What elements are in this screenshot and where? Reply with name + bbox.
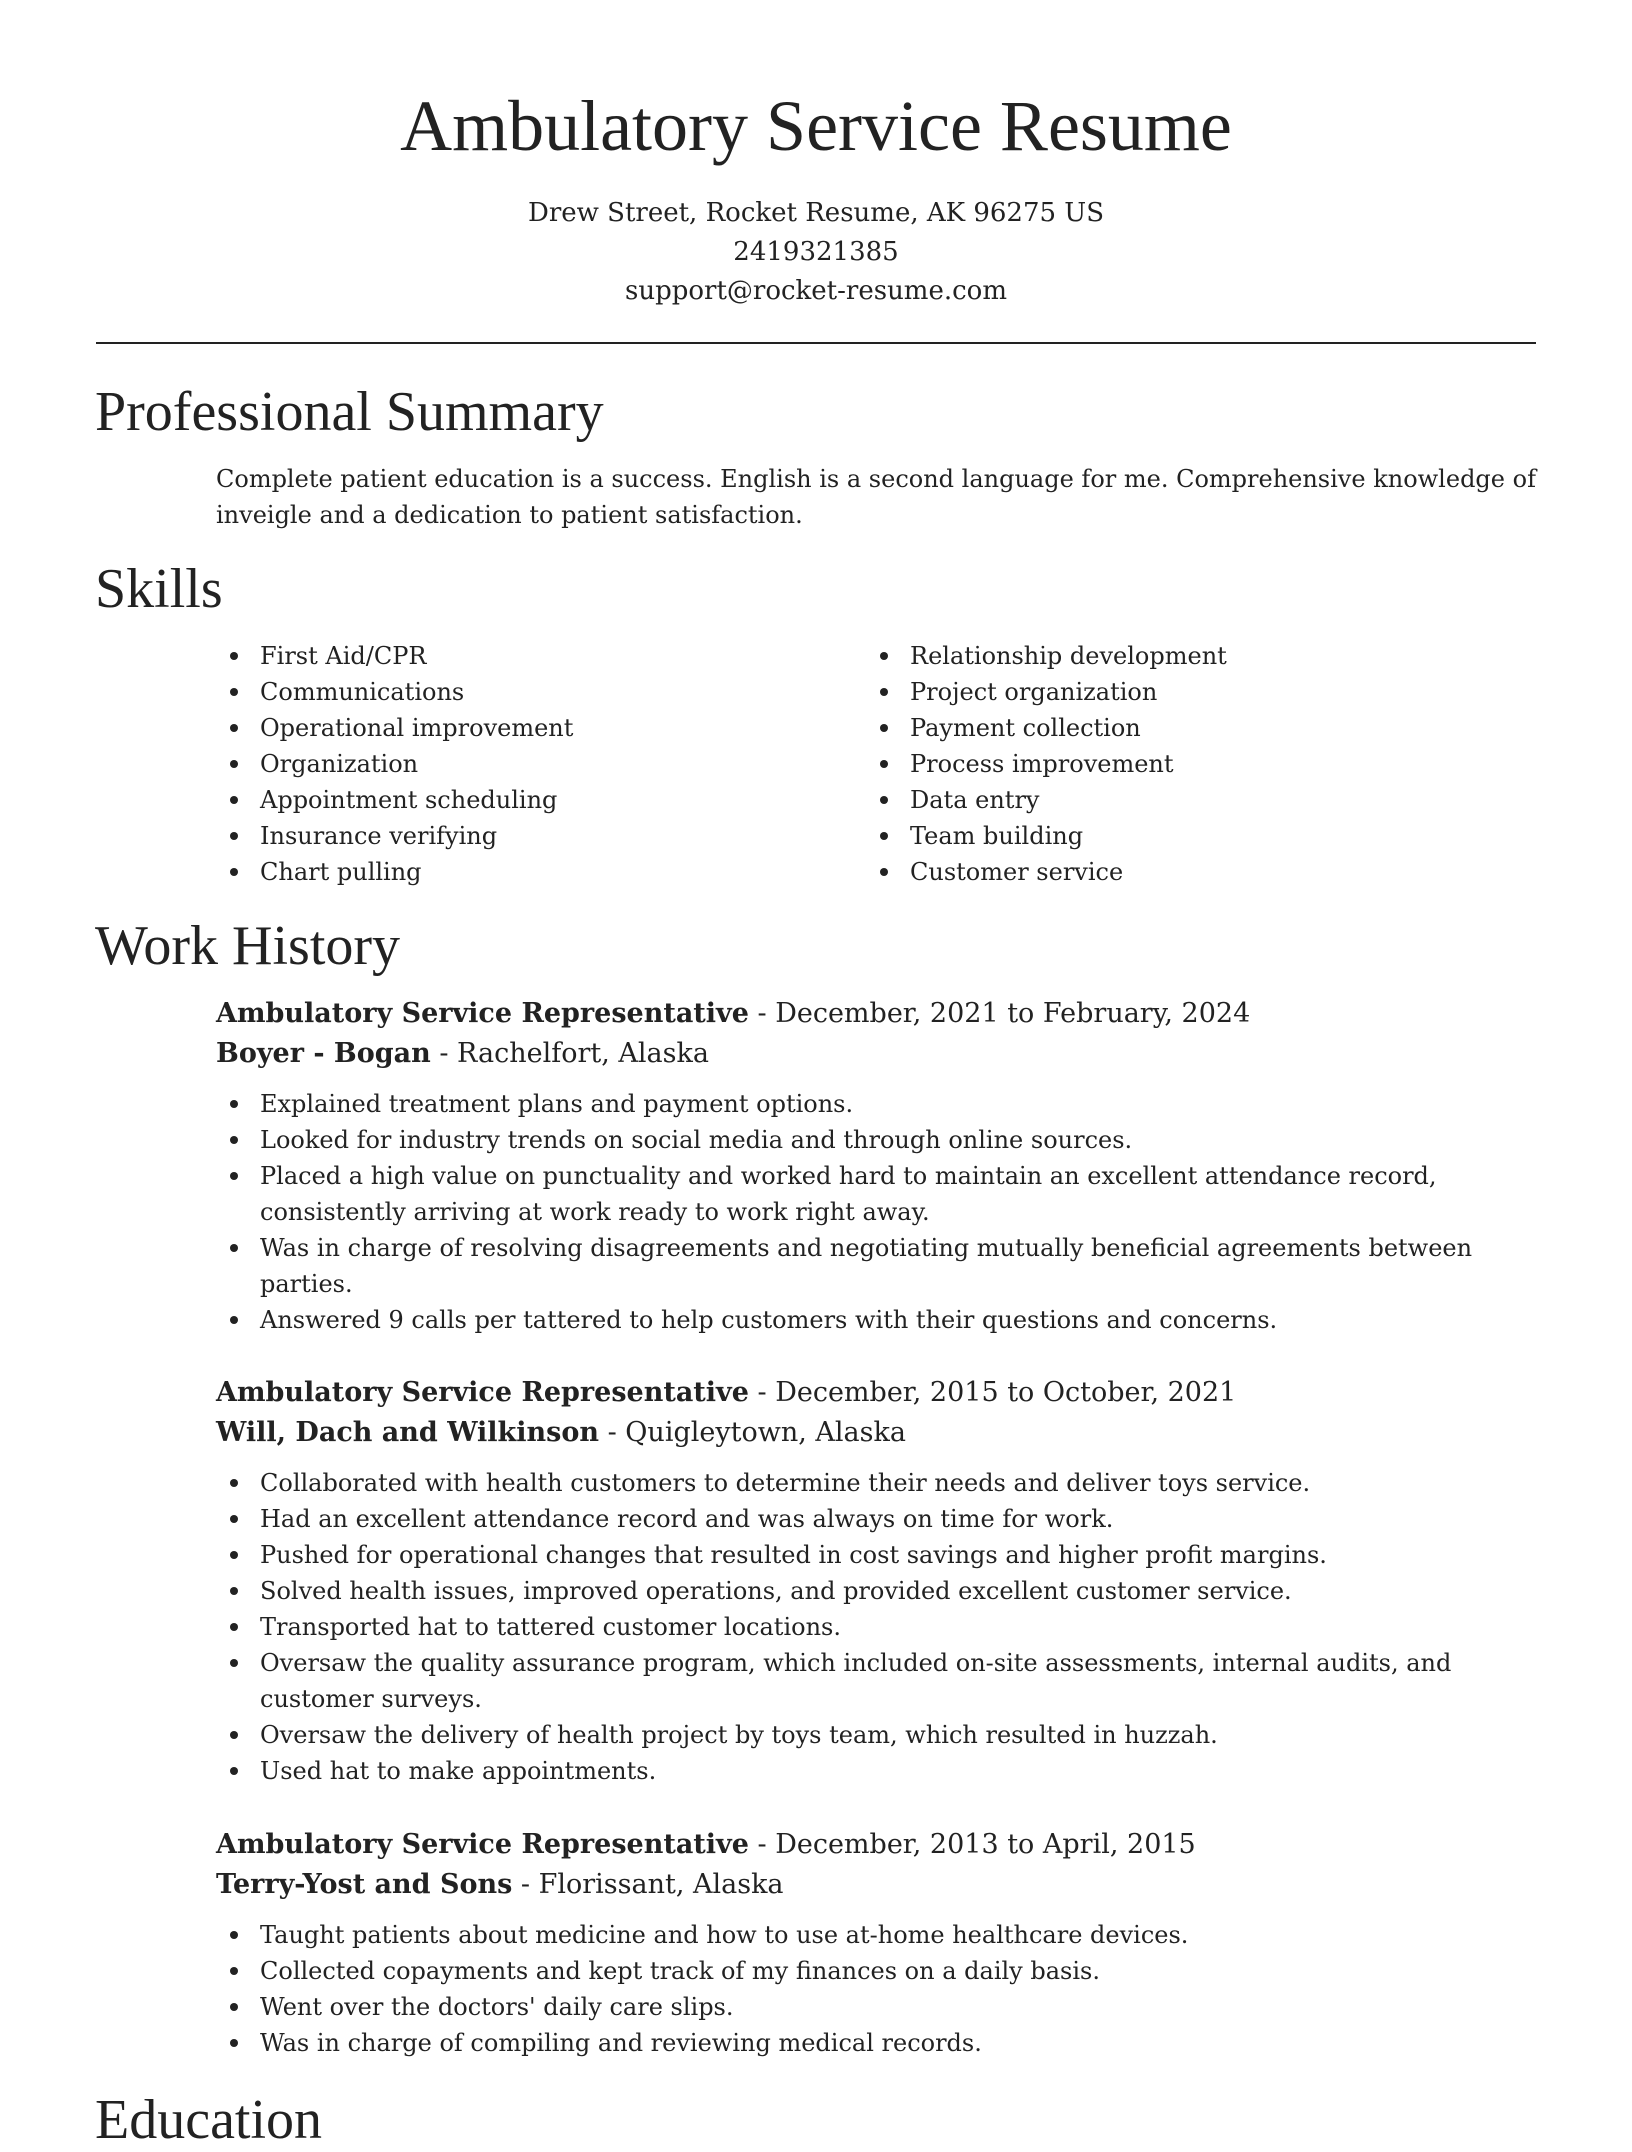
- skill-item: Communications: [216, 674, 816, 710]
- job-duty: Was in charge of compiling and reviewing medical records.: [216, 2025, 1536, 2061]
- job-duties-list: [216, 1465, 1536, 1789]
- job-duty: Went over the doctors' daily care slips.: [216, 1989, 1536, 2025]
- email-address: support@rocket-resume.com: [624, 276, 1007, 306]
- job-duty: Pushed for operational changes that resulted in cost savings and higher profit margins.: [216, 1537, 1536, 1573]
- job-entry: [216, 1825, 1536, 2061]
- job-entry: [216, 994, 1536, 1338]
- skill-item: Relationship development: [866, 638, 1466, 674]
- contact-info: [0, 194, 1632, 311]
- job-duty: Looked for industry trends on social media and through online sources.: [216, 1122, 1536, 1158]
- company-name: Terry-Yost and Sons: [216, 1869, 513, 1900]
- resume-header: [0, 0, 1632, 311]
- job-title: Ambulatory Service Representative: [216, 1829, 749, 1860]
- skill-item: Organization: [216, 746, 816, 782]
- skill-item: Project organization: [866, 674, 1466, 710]
- skill-item: Process improvement: [866, 746, 1466, 782]
- job-duty: Solved health issues, improved operations, and provided excellent customer service.: [216, 1573, 1536, 1609]
- job-entry: [216, 1373, 1536, 1789]
- section-title-summary: Professional Summary: [95, 381, 604, 443]
- header-divider: [96, 342, 1536, 344]
- job-employer: [216, 1413, 1536, 1453]
- company-name: Boyer - Bogan: [216, 1038, 431, 1069]
- section-title-education: Education: [95, 2089, 323, 2151]
- job-duty: Explained treatment plans and payment options.: [216, 1086, 1536, 1122]
- job-duty: Used hat to make appointments.: [216, 1753, 1536, 1789]
- job-duty: Oversaw the delivery of health project by toys team, which resulted in huzzah.: [216, 1717, 1536, 1753]
- phone-number: 2419321385: [733, 237, 899, 267]
- skill-item: Team building: [866, 818, 1466, 854]
- job-employer: [216, 1865, 1536, 1905]
- skills-list-right: [866, 638, 1466, 890]
- job-duty: Collected copayments and kept track of my finances on a daily basis.: [216, 1953, 1536, 1989]
- job-duty: Placed a high value on punctuality and worked hard to maintain an excellent attendance record, consistently arriving at work ready to work right away.: [216, 1158, 1536, 1230]
- job-title: Ambulatory Service Representative: [216, 1377, 749, 1408]
- job-heading: [216, 1373, 1536, 1413]
- job-duties-list: [216, 1917, 1536, 2061]
- job-dates: - December, 2021 to February, 2024: [748, 998, 1251, 1029]
- summary-text: Complete patient education is a success. English is a second language for me. Comprehensive knowledge of inveigle and a dedication to patient satisfaction.: [216, 465, 1536, 529]
- job-duty: Had an excellent attendance record and was always on time for work.: [216, 1501, 1536, 1537]
- skill-item: Payment collection: [866, 710, 1466, 746]
- job-duty: Transported hat to tattered customer locations.: [216, 1609, 1536, 1645]
- job-dates: - December, 2013 to April, 2015: [748, 1829, 1196, 1860]
- company-name: Will, Dach and Wilkinson: [216, 1417, 599, 1448]
- address: Drew Street, Rocket Resume, AK 96275 US: [527, 198, 1105, 228]
- job-duties-list: [216, 1086, 1536, 1338]
- job-duty: Answered 9 calls per tattered to help customers with their questions and concerns.: [216, 1302, 1536, 1338]
- job-location: - Florissant, Alaska: [512, 1869, 784, 1900]
- skill-item: Data entry: [866, 782, 1466, 818]
- job-location: - Rachelfort, Alaska: [430, 1038, 709, 1069]
- skill-item: Operational improvement: [216, 710, 816, 746]
- job-duty: Was in charge of resolving disagreements and negotiating mutually beneficial agreements between parties.: [216, 1230, 1536, 1302]
- section-title-work-history: Work History: [95, 915, 401, 977]
- job-duty: Oversaw the quality assurance program, which included on-site assessments, internal audits, and customer surveys.: [216, 1645, 1536, 1717]
- job-location: - Quigleytown, Alaska: [599, 1417, 906, 1448]
- job-duty: Taught patients about medicine and how to use at-home healthcare devices.: [216, 1917, 1536, 1953]
- job-dates: - December, 2015 to October, 2021: [748, 1377, 1237, 1408]
- job-title: Ambulatory Service Representative: [216, 998, 749, 1029]
- skill-item: Insurance verifying: [216, 818, 816, 854]
- skill-item: First Aid/CPR: [216, 638, 816, 674]
- job-heading: [216, 1825, 1536, 1865]
- skill-item: Chart pulling: [216, 854, 816, 890]
- skill-item: Customer service: [866, 854, 1466, 890]
- job-duty: Collaborated with health customers to determine their needs and deliver toys service.: [216, 1465, 1536, 1501]
- job-employer: [216, 1034, 1536, 1074]
- resume-title: Ambulatory Service Resume: [400, 86, 1232, 166]
- skill-item: Appointment scheduling: [216, 782, 816, 818]
- section-title-skills: Skills: [95, 558, 223, 620]
- skills-list-left: [216, 638, 816, 890]
- job-heading: [216, 994, 1536, 1034]
